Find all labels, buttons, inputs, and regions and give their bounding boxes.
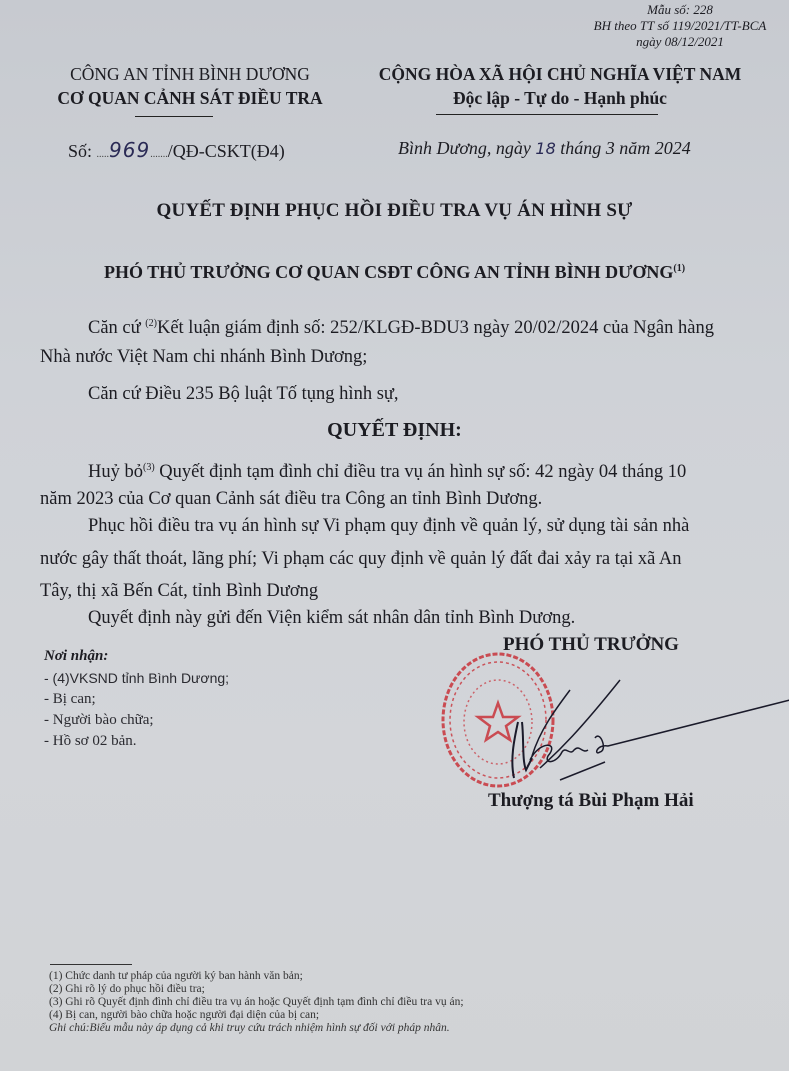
national-motto: Độc lập - Tự do - Hạnh phúc <box>453 88 667 108</box>
decision-2-line-1: Phục hồi điều tra vụ án hình sự Vi phạm quy định về quản lý, sử dụng tài sản nhà <box>88 516 690 536</box>
signer-name: Thượng tá Bùi Phạm Hải <box>488 790 694 811</box>
handwritten-day: 18 <box>535 139 556 158</box>
recipient-item: - Hồ sơ 02 bản. <box>44 733 137 749</box>
footnote-ref-2: (2) <box>145 317 157 329</box>
place-date <box>398 138 691 159</box>
footnote-ref-1: (1) <box>673 263 686 274</box>
place-date-month: tháng 3 <box>560 138 615 158</box>
issuer-title <box>104 262 685 283</box>
footnote-4: (4) Bị can, người bào chữa hoặc người đại diện của bị can; <box>49 1009 320 1021</box>
form-date: ngày 08/12/2021 <box>636 34 724 49</box>
form-number: Mẫu số: 228 <box>647 2 713 17</box>
issuing-agency-block <box>30 62 350 110</box>
footnote-note: Ghi chú:Biểu mẫu này áp dụng cả khi truy cứu trách nhiệm hình sự đối với pháp nhân. <box>49 1022 450 1034</box>
footnote-ref-3: (3) <box>143 461 155 473</box>
form-circular: BH theo TT số 119/2021/TT-BCA <box>593 18 767 33</box>
document-title: QUYẾT ĐỊNH PHỤC HỒI ĐIỀU TRA VỤ ÁN HÌNH SỰ <box>156 200 633 221</box>
document-number: Số: .....969......./QĐ-CSKT(Đ4) <box>68 138 285 162</box>
decision-3: Quyết định này gửi đến Viện kiểm sát nhân dân tỉnh Bình Dương. <box>88 608 576 628</box>
recipients-title: Nơi nhận: <box>44 648 109 664</box>
signature-icon <box>500 660 789 790</box>
national-header-block <box>360 62 760 110</box>
recipient-item: - (4)VKSND tỉnh Bình Dương; <box>44 670 230 686</box>
decision-2-line-2: nước gây thất thoát, lãng phí; Vi phạm các quy định về quản lý đất đai xảy ra tại xã An <box>40 549 682 569</box>
basis-2: Căn cứ Điều 235 Bộ luật Tố tụng hình sự, <box>88 384 399 404</box>
doc-number-suffix: /QĐ-CSKT(Đ4) <box>167 141 285 161</box>
decision-1-line-2: năm 2023 của Cơ quan Cảnh sát điều tra Công an tỉnh Bình Dương. <box>40 489 543 509</box>
recipients-list <box>44 668 229 752</box>
place-date-prefix: Bình Dương, ngày <box>398 138 531 158</box>
doc-number-label: Số: <box>68 141 93 161</box>
agency-name: CÔNG AN TỈNH BÌNH DƯƠNG <box>70 64 310 84</box>
unit-name: CƠ QUAN CẢNH SÁT ĐIỀU TRA <box>57 88 323 108</box>
doc-number-handwritten: 969 <box>109 138 151 162</box>
footnote-2: (2) Ghi rõ lý do phục hồi điều tra; <box>49 983 205 995</box>
footnote-1: (1) Chức danh tư pháp của người ký ban hành văn bản; <box>49 970 303 982</box>
footnote-3: (3) Ghi rõ Quyết định đình chỉ điều tra vụ án hoặc Quyết định tạm đình chỉ điều tra vụ án; <box>49 996 464 1008</box>
nation-name: CỘNG HÒA XÃ HỘI CHỦ NGHĨA VIỆT NAM <box>378 64 742 84</box>
agency-underline <box>135 116 213 117</box>
signer-title: PHÓ THỦ TRƯỞNG <box>503 634 679 655</box>
basis-1-line-1: Căn cứ $^{(2)}$Kết luận giám định số: 252/KLGĐ-BDU3 ngày 20/02/2024 của Ngân hàng <box>88 317 714 338</box>
issuer-text: PHÓ THỦ TRƯỞNG CƠ QUAN CSĐT CÔNG AN TỈNH BÌNH DƯƠNG <box>104 262 674 282</box>
basis-1-line-2: Nhà nước Việt Nam chi nhánh Bình Dương; <box>40 347 368 367</box>
footnotes <box>49 970 464 1035</box>
place-date-year: năm 2024 <box>619 138 691 158</box>
recipient-item: - Bị can; <box>44 691 96 707</box>
decision-2-line-3: Tây, thị xã Bến Cát, tỉnh Bình Dương <box>40 581 319 601</box>
motto-underline <box>436 114 658 115</box>
decision-1-line-1: Huỷ bỏ$^{(3)}$ Quyết định tạm đình chỉ điều tra vụ án hình sự số: 42 ngày 04 tháng 10 <box>88 461 687 482</box>
decision-heading: QUYẾT ĐỊNH: <box>327 419 462 441</box>
footnote-separator <box>50 964 132 965</box>
form-reference <box>580 2 780 50</box>
recipient-item: - Người bào chữa; <box>44 712 154 728</box>
